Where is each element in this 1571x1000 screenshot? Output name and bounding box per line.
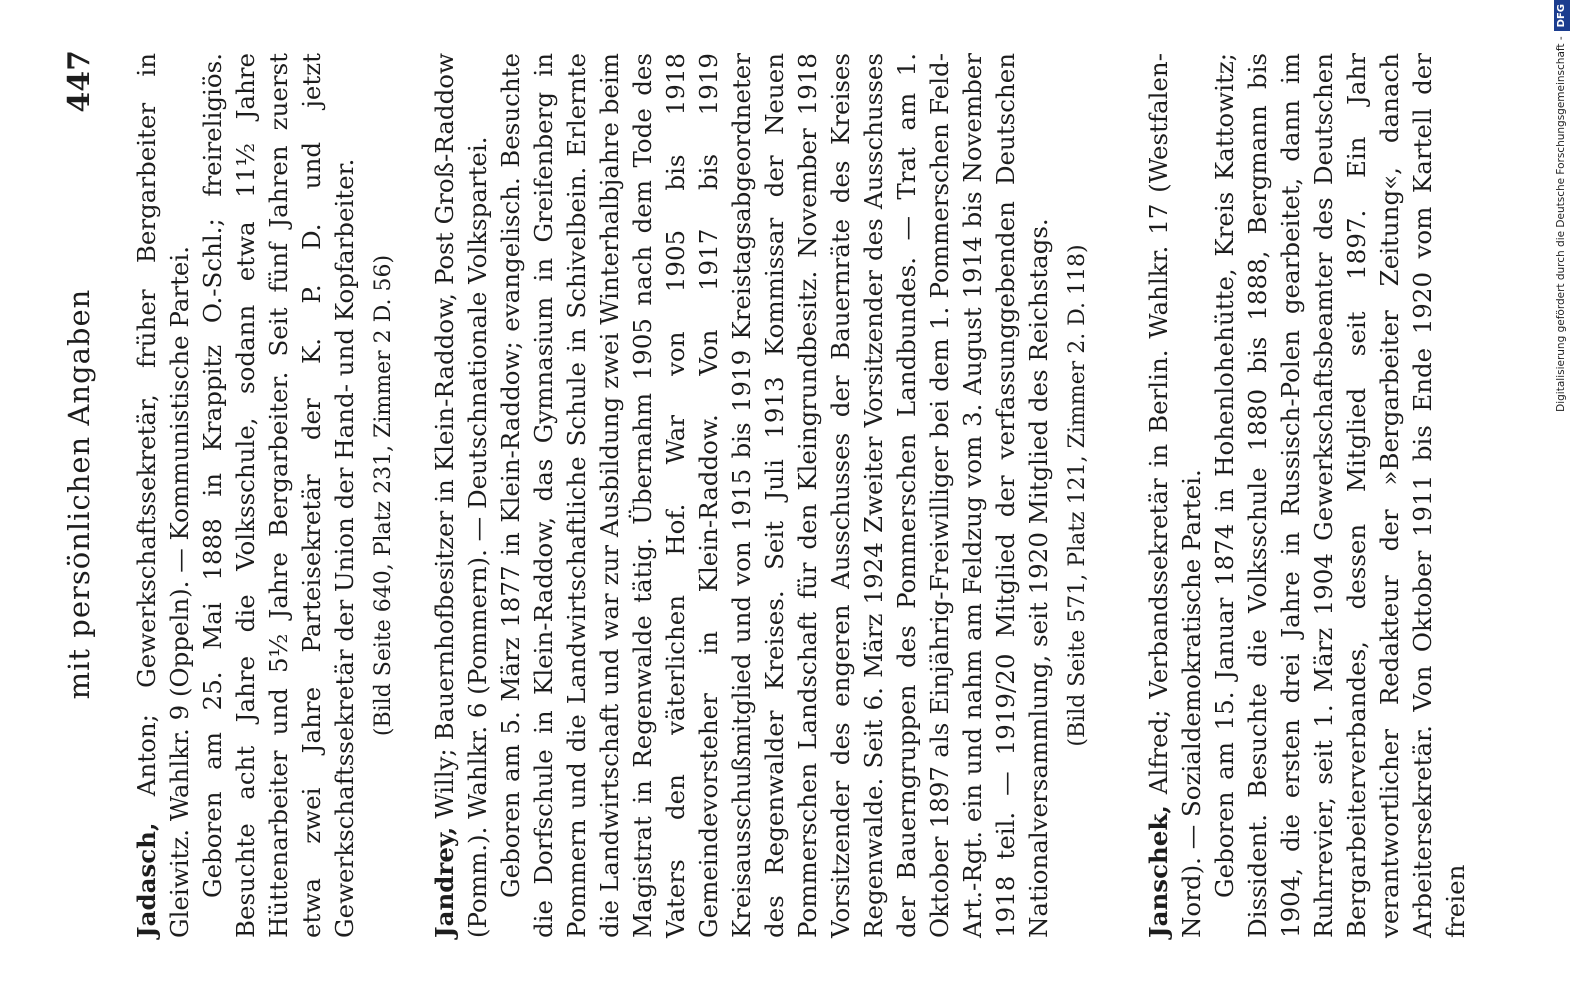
biography-entry-jandrey <box>428 53 1094 938</box>
dfg-logo: DFG <box>1554 0 1570 31</box>
biography-entry-jadasch <box>130 53 400 938</box>
running-head <box>62 50 102 938</box>
entry-bio: Geboren am 25. Mai 1888 in Krappitz O.-Schl.; freireligiös. Besuchte acht Jahre die Volksschule, sodann etwa 11½ Jahre Hüttenarbeiter und 5½ Jahre Bergarbeiter. Seit fünf Jahren zuerst etwa zwei Jahre Parteisekretär der K. P. D. und jetzt Gewerkschaftssekretär der Union der Hand- und Kopfarbeiter. <box>198 53 359 938</box>
entry-name: Jadasch, <box>132 822 161 938</box>
entry-name: Janschek, <box>1144 805 1173 938</box>
running-title: mit persönlichen Angaben <box>62 288 96 700</box>
page-number: 447 <box>62 50 97 113</box>
digitization-note-text <box>1551 0 1571 1000</box>
entry-head <box>1142 53 1208 938</box>
entry-head <box>130 53 196 938</box>
entry-head-text: Alfred; Verbandssekretär in Berlin. Wahlkr. 17 (Westfalen-Nord). — Sozialdemokratische Partei. <box>1144 53 1206 938</box>
biography-entry-janschek <box>1142 53 1472 938</box>
funding-text: Digitalisierung gefördert durch die Deutsche Forschungsgemeinschaft - <box>1555 36 1567 412</box>
entry-name: Jandrey, <box>430 826 459 938</box>
digitization-note <box>1551 0 1571 1000</box>
entry-head-text: Anton; Gewerkschaftssekretär, früher Bergarbeiter in Gleiwitz. Wahlkr. 9 (Oppeln). — Kommunistische Partei. <box>132 53 194 938</box>
entry-photo-reference: (Bild Seite 571, Platz 121, Zimmer 2. D. 118) <box>1065 244 1090 747</box>
entry-bio: Geboren am 15. Januar 1874 in Hohenlohehütte, Kreis Kattowitz; Dissident. Besuchte die Volksschule 1880 bis 1888, Bergmann bis 1904, die ersten drei Jahre in Russisch-Polen gearbeitet, dann im Ruhrrevier, seit 1. März 1904 Gewerkschaftsbeamter des Deutschen Bergarbeiterverbandes, dessen Mitglied seit 1897. Ein Jahr verantwortlicher Redakteur der »Bergarbeiter Zeitung«, danach Arbeitersekretär. Von Oktober 1911 bis Ende 1920 vom Kartell der freien <box>1210 53 1470 938</box>
entry-head <box>428 53 494 938</box>
entry-head-text: Willy; Bauernhofbesitzer in Klein-Raddow, Post Groß-Raddow (Pomm.). Wahlkr. 6 (Pommern). — Deutschnationale Volkspartei. <box>430 53 492 938</box>
entry-photo-reference: (Bild Seite 640, Platz 231, Zimmer 2 D. 56) <box>371 254 396 737</box>
entry-bio: Geboren am 5. März 1877 in Klein-Raddow; evangelisch. Besuchte die Dorfschule in Klein-Raddow, das Gymnasium in Greifenberg in Pommern und die Landwirtschaftliche Schule in Schivelbein. Erlernte die Landwirtschaft und war zur Ausbildung zwei Winterhalbjahre beim Magistrat in Regenwalde tätig. Übernahm 1905 nach dem Tode des Vaters den väterlichen Hof. War von 1905 bis 1918 Gemeindevorsteher in Klein-Raddow. Von 1917 bis 1919 Kreisausschußmitglied und von 1915 bis 1919 Kreistagsabgeordneter des Regenwalder Kreises. Seit Juli 1913 Kommissar der Neuen Pommerschen Landschaft für den Kleingrundbesitz. November 1918 Vorsitzender des engeren Ausschusses der Bauernräte des Kreises Regenwalde. Seit 6. März 1924 Zweiter Vorsitzender des Ausschusses der Bauerngruppen des Pommerschen Landbundes. — Trat am 1. Oktober 1897 als Einjährig-Freiwilliger bei dem 1. Pommerschen Feld-Art.-Rgt. ein und nahm am Feldzug vom 3. August 1914 bis November 1918 teil. — 1919/20 Mitglied der verfassunggebenden Deutschen Nationalversammlung, seit 1920 Mitglied des Reichstags. <box>496 53 1053 938</box>
